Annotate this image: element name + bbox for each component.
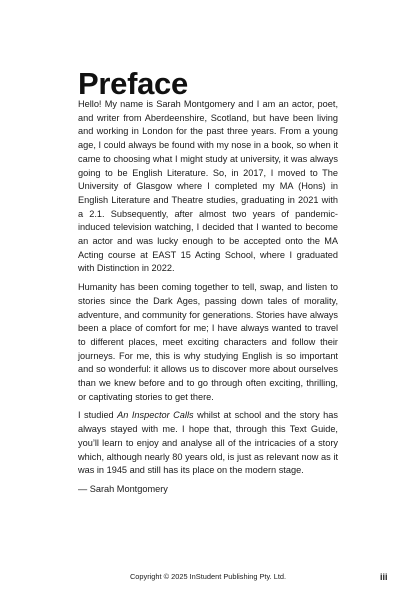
book-title: An Inspector Calls [117,410,194,421]
page-footer [0,572,416,584]
preface-body [78,98,338,502]
closing-text-start: I studied [78,410,118,421]
paragraph-intro: Hello! My name is Sarah Montgomery and I am an actor, poet, and writer from Aberdeenshire, Scotland, but have been living and working in London for the past three years. From a young age, I could always be found with my nose in a book, so when it came to choosing what I might study at university, it was always going to be English Literature. So, in 2017, I moved to The University of Glasgow where I completed my MA (Hons) in English Literature and Theatre studies, graduating in 2021 with a 2.1. Subsequently, after almost two years of pandemic-induced television watching, I decided that I wanted to become an actor and was lucky enough to be accepted onto the MA Acting course at EAST 15 Acting School, where I graduated with Distinction in 2022. [78,99,338,274]
author-signature: — Sarah Montgomery [78,483,168,494]
closing-text-end: whilst at school and the story has always stayed with me. I hope that, through this Text Guide, you’ll learn to enjoy and analyse all of the intricacies of a story which, although nearly 80 years old, is just as relevant now as it was in 1945 and still has its place on the modern stage. [78,410,338,476]
page-number: iii [380,572,388,582]
page-title: Preface [78,66,188,101]
copyright-notice: Copyright © 2025 InStudent Publishing Pty. Ltd. [129,572,287,581]
paragraph-stories: Humanity has been coming together to tell, swap, and listen to stories since the Dark Ages, passing down tales of morality, adventure, and community for generations. Stories have always been a place of comfort for me; I have always wanted to travel to different places, meet exciting characters and follow their journeys. For me, this is why studying English is so important and so wonderful: it allows us to discover more about ourselves than we knew before and to go through often exciting, thrilling, or captivating stories to get there. [78,282,338,402]
paragraph-closing [78,409,338,478]
